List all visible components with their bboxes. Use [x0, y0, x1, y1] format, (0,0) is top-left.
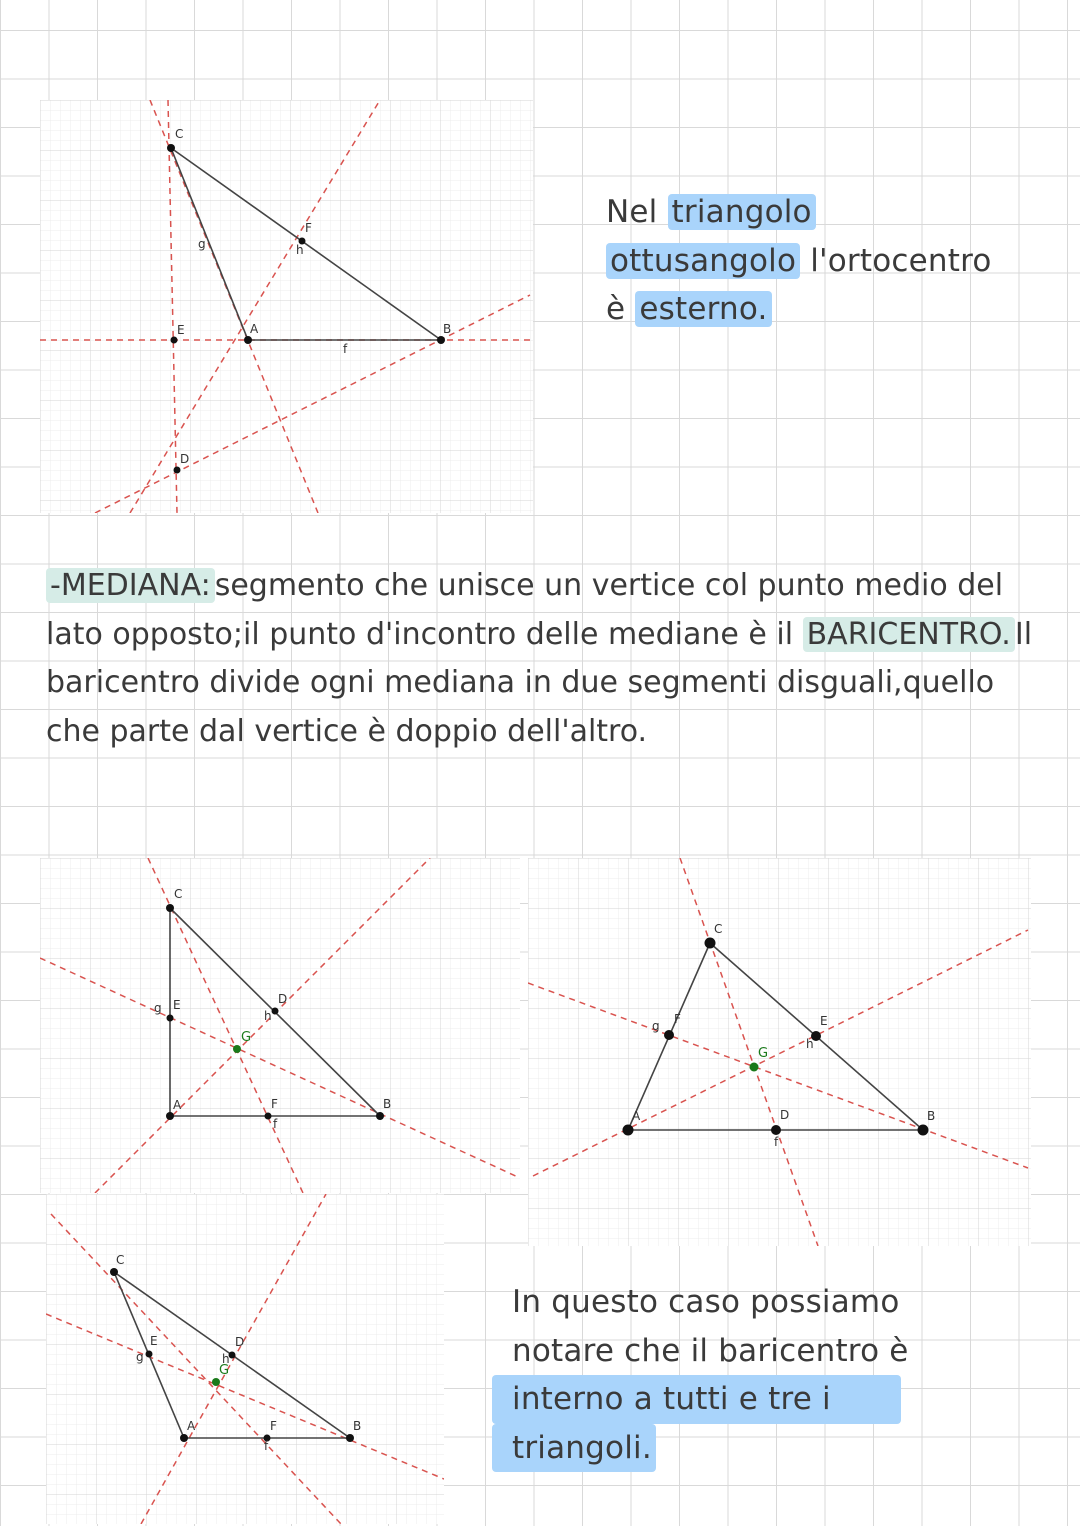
label-b: B	[353, 1419, 362, 1433]
point-e	[146, 1351, 153, 1358]
highlight-mediana: -MEDIANA:	[46, 568, 215, 603]
label-g-centroid: G	[758, 1046, 769, 1061]
label-f: F	[271, 1097, 278, 1111]
label-e: E	[173, 998, 181, 1012]
point-d	[272, 1008, 279, 1015]
point-c	[166, 904, 174, 912]
point-f	[664, 1030, 674, 1040]
centroid-g	[750, 1063, 759, 1072]
label-c: C	[116, 1253, 125, 1267]
point-e	[167, 1015, 174, 1022]
label-a: A	[187, 1419, 196, 1433]
note-line-2: notare che il baricentro è	[512, 1332, 909, 1369]
note-orthocenter	[606, 188, 1046, 334]
point-b	[437, 336, 445, 344]
label-h: h	[264, 1009, 272, 1023]
figure-medians-obtuse	[46, 1194, 444, 1524]
label-h: h	[806, 1037, 814, 1051]
label-a: A	[173, 1098, 182, 1112]
label-side-f: f	[343, 342, 348, 356]
highlight-interno: interno a tutti e tre i	[492, 1375, 901, 1424]
label-g-centroid: G	[219, 1363, 230, 1378]
label-f: F	[305, 221, 312, 235]
label-d: D	[780, 1108, 790, 1122]
label-f: F	[674, 1012, 681, 1026]
highlight-baricentro: BARICENTRO.	[803, 617, 1015, 652]
label-g-centroid: G	[241, 1030, 252, 1045]
highlight-triangoli: triangoli.	[492, 1424, 656, 1473]
point-c	[705, 938, 716, 949]
note-line-1: In questo caso possiamo	[512, 1284, 900, 1320]
point-b	[376, 1112, 384, 1120]
note-centroid	[492, 1278, 1012, 1472]
point-a	[166, 1112, 174, 1120]
highlight-esterno: esterno.	[635, 291, 771, 327]
label-d: D	[235, 1335, 245, 1349]
label-b: B	[383, 1097, 392, 1111]
label-h: h	[296, 243, 304, 257]
label-e: E	[150, 1334, 158, 1348]
figure-medians-right	[40, 858, 520, 1193]
centroid-g	[233, 1045, 241, 1053]
point-b	[346, 1434, 354, 1442]
label-c: C	[175, 127, 184, 141]
label-side-f: f	[264, 1439, 269, 1453]
point-d	[174, 467, 181, 474]
note-word-nel: Nel	[606, 194, 658, 230]
figure-orthocenter-obtuse	[40, 100, 533, 513]
label-b: B	[443, 322, 452, 336]
point-c	[110, 1268, 118, 1276]
label-g: g	[136, 1350, 144, 1364]
point-a	[623, 1125, 634, 1136]
figure-medians-acute	[528, 858, 1031, 1246]
label-g: g	[154, 1001, 162, 1015]
paragraph-text-1: segmento che unisce un vertice col punto medio del lato opposto;il punto d'incontro delle mediane è il	[46, 568, 1004, 652]
point-e	[171, 337, 178, 344]
highlight-ottusangolo: ottusangolo	[606, 243, 800, 279]
label-b: B	[927, 1109, 936, 1123]
point-a	[180, 1434, 188, 1442]
point-a	[244, 336, 252, 344]
paragraph-text-2: Il baricentro divide ogni mediana in due segmenti disguali,quello che parte dal vertice è doppio dell'altro.	[46, 616, 1033, 749]
note-word-e: è	[606, 291, 626, 327]
label-g: g	[198, 237, 206, 251]
centroid-g	[212, 1378, 220, 1386]
point-c	[167, 144, 175, 152]
note-word-ortocentro: l'ortocentro	[810, 242, 992, 279]
label-e: E	[177, 323, 185, 337]
label-c: C	[714, 922, 723, 936]
label-a: A	[250, 322, 259, 336]
label-c: C	[174, 887, 183, 901]
label-a: A	[632, 1109, 641, 1123]
label-side-f: f	[774, 1135, 779, 1149]
label-h: h	[222, 1352, 230, 1366]
label-e: E	[820, 1014, 828, 1028]
point-d	[771, 1125, 781, 1135]
label-g: g	[652, 1019, 660, 1033]
point-b	[918, 1125, 929, 1136]
label-d: D	[278, 992, 288, 1006]
label-side-f: f	[273, 1117, 278, 1131]
highlight-triangolo: triangolo	[668, 194, 816, 230]
label-d: D	[180, 452, 190, 466]
paragraph-mediana	[46, 562, 1036, 756]
label-f: F	[270, 1419, 277, 1433]
point-f	[265, 1113, 272, 1120]
